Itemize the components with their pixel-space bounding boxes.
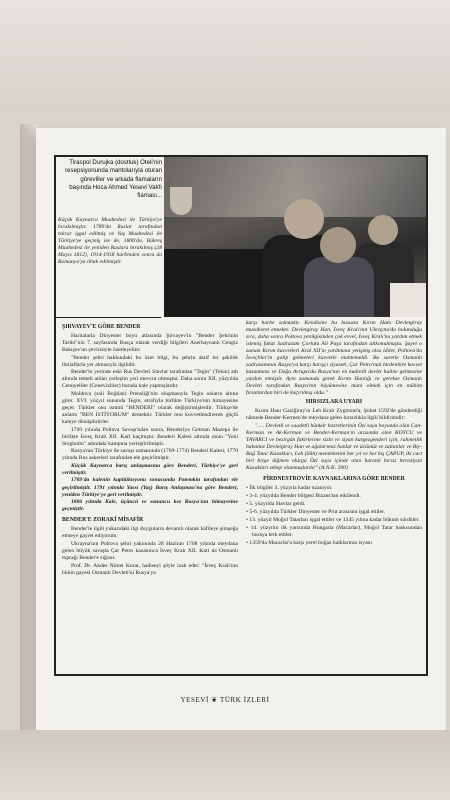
right-column-quote [246,320,422,398]
paragraph: Prof. Dr. Akdes Nimet Kurat, hadiseyi şöyle izah eder: "İsveç Kralı'nın bütün gayesi Osmanlı Devleti'ni Rusya'ya [62,562,238,576]
list-item: • 5. yüzyılda Slavlar geldi. [246,501,306,508]
right-column [246,395,422,548]
list-item: • 14. yüzyılın ilk yarısında Hungaria (Macarlar), Moğol Tatar baskısından buraya terk ettiler. [246,525,422,539]
heading-pirdnestrovie: PİRDNESTROVİE KAYNAKLARINA GÖRE BENDER [263,475,405,482]
page-footer: YESEVİ ❦ TÜRK İZLERİ [180,696,270,704]
bullet-list [246,485,422,547]
paragraph: Bender'in yerinde eski Rus Devleti Slavlar tarafından "Tegin" (Tekin) adı altında temeli atılan yerleşim yeri mevcut olmuştur. Daha sonra XII. yüzyılda Cenuyeliler (Cenevizliler) burada kale yapmışlardır. [62,369,238,390]
paragraph: 1709 yılında Poltava Savaşı'ndan sonra, Benderiya Getman Mazepa ile birlikte İsveç Kralı XII. Karl kaçmıştır. Benderi Kalesi altında onun "Yeni Stogholm" adındaki kampına yerleştirilmiştir. [62,426,238,447]
paragraph: Moldova (sali Boğdan) Prensliği'nin oluşmasıyla Tegin onların altına girer. XVI. yüzyıl sonunda Tegin, etrafıyla birlikte Türkiye'nin himayesine geçer. Türkler onu ismini "BENDERİ" olarak değiştirmişlerdir. Türkçe'de anlamı "BEN İSTİYORUM" demektir. Türkler onu kuvvetlendirerek güçlü kaleye dönüştürürler. [62,390,238,426]
list-item: • 3-4. yüzyılda Bender bölgesi Bizans'tan etkilendi. [246,493,361,500]
list-item: • İlk bilgiler 3. yüzyıla kadar uzanıyor. [246,485,333,492]
heading-sirvayev: ŞIRVAYEV'E GÖRE BENDER [62,324,141,330]
paragraph: Rusya'nın Türkiye ile savaşı zamanında (1769-1774) Benderi Kalesi, 1770 yılında Rus askerleri tarafından ele geçirilmiştir. [62,448,238,462]
reception-photo [164,157,426,317]
list-item: • 5-6. yüzyılda Türkler Dinyester ve Prut arasısını işgal ettiler. [246,509,386,516]
pennant-flag [170,187,192,215]
quote-paragraph: karşı harbe sokmaktı. Kendisine bu hususta Kırım Hanı Devletgiray muzaheret etmekte. Devletgiray Han, İsveç Kralı'nın Ukrayna'da bulunduğu sıra, daha sonra Poltova yenilgisinden çok evvel, İsveç Kralı'na yardım etmek istemiş fakat Sadrazam Çorlulu Ali Paşa tarafından alıkonulmuştu. Şayet o zaman Kırım kuvvetleri Kral XII'ın yardımına yetişmiş olsa idiler, Poltova'da İsveçliler'in galip gelmeleri kuvvetle muhtemeldi. Bu suretle Osmanlı sadrazamının Rusya'ya karşı barışçı siyaseti, Çar Petro'nun birdenbire kuvvet kazanması ve Doğu Avrupa'da Rusya'nın en kudretli devlet haline gelmesine yardım etmiştir. Aynı zamanda gerek Kırım Hanlığı ve gerekse Osmanlı Devleti tarafından Rusya'nın büyümesine mani olmak için en mühim fırsatlardan biri de kaçırılmış oldu." [246,320,422,397]
heading-hirsizlara-uyari: HIRSIZLARA UYARI [305,399,363,405]
caption-italic-text: Küçük Kaynarca Muahedesi ile Türkiye'ye bırakılmıştır. 1789'da Ruslar tarafından tekrar işgal edilmiş ve Yaş Muahedesi ile Türkiye'ye geçmiş ise de, 1806'da, Bükreş Muahedesi ile yeniden Ruslara bırakılmış (28 Mayıs 1812), 1914-1918 harbinden sonra da Romanya'ya ilhak edilmiştir. [58,217,162,266]
paragraph: Kırım Hanı Gaziğiray'ın Leh Kralı Zygmunt'a, Şubat 1592'de gönderdiği nâmede Bender-Kermen'de meydana gelen hırsızlıkla ilgili bildirimdir: [246,408,422,422]
background-wall [0,0,450,115]
paragraph: Haritalarla Dinyester boyu atlasında Şirvayev'in "Bender Şehrinin Tarihi"nin 7. sayfasında Rusça olarak verdiği bilgileri Azerbaycanlı Cengiz Bakışov'un çevirisiyle özetleyelim: [62,333,238,354]
paragraph: Ukrayna'nın Poltova şehri yakınında 28 Haziran 1708 yılında meydana gelen büyük savaşta Çar Petro kazanınca İsveç Kralı XII. Karl da Osmanlı toprağı Bender'e sığınır. [62,540,238,561]
paragraph-bold: Küçük Kaynarca barış anlaşmasına göre Benderi, Türkiye'ye geri verilmiştir. [62,462,238,476]
list-item: • 1359'da Macarlar'a karşı yerel boğaz halklarının isyanı [246,540,372,547]
left-column [62,320,238,577]
divider [56,317,161,318]
table-surface [0,730,450,800]
paragraph: Bender'le ilgili yukarıdaki ilgi duyguların devamlı olarak kafileye şimşeğa etmeye gayret ediyorum. [62,526,238,540]
heading-zoraki-misafir: BENDER'E ZORAKİ MİSAFİR [62,517,144,524]
paragraph: "Bender şehri hakkındaki bu özet bilgi, bu şehrin aktif bir şekilde ihtilaflarla yer almasıyla ilgilidir. [62,354,238,368]
article-frame [54,155,428,676]
photo-caption: Tiraspol Durujka (dostluk) Oteli'nin resepsiyonunda mantolarıyla oturan görevliler ve arkada flamaların başında Hoca Ahmed Yesevi Vakfı flaması... [65,159,162,200]
quote-paragraph: "..... Devletli ve saadetli hünkâr hazretlerinin Özi suyu boyunda olan Can-Kerman ve Ak-Kerman ve Bender-Kerman'ın arasında olan KOYCU ve TAVARCI ve bezirgân fakirlerine sizin ve siyan kurgezgenderi için, rahmetlik babamız Devletgiray Han ve ağalarımız hanlar ve ücümüz ve zultanlar ve Biy-Bağ Tatar Kazakları, Leh (ilâh) memleketini her yıl ve her kış ÇAPUP, iki curt biri birge diğmen olurga Özi suyu içinde olan haramî hırsız heristiyan Kazakları sebep olunmuşlardır" (A.N.K. 390) [246,422,423,471]
paragraph-bold: 1806 yılında Kale, üçüncü ve sonuncu kez Rusya'nın himayesine geçmiştir. [62,499,238,513]
list-item: • 13. yüzyıl Moğol Tatarları işgal ettiler ve 1345 yılına kadar hükum sürdüler. [246,517,420,524]
paragraph-bold: 1789'da kalenin kapitülasyonu sonucunda Potemkin tarafından ele geçirilmiştir. 1791 yılında Yassı (Yaş) Barış Anlaşması'na göre Benderi, yeniden Türkiye'ye geri verilmiştir. [62,477,238,498]
